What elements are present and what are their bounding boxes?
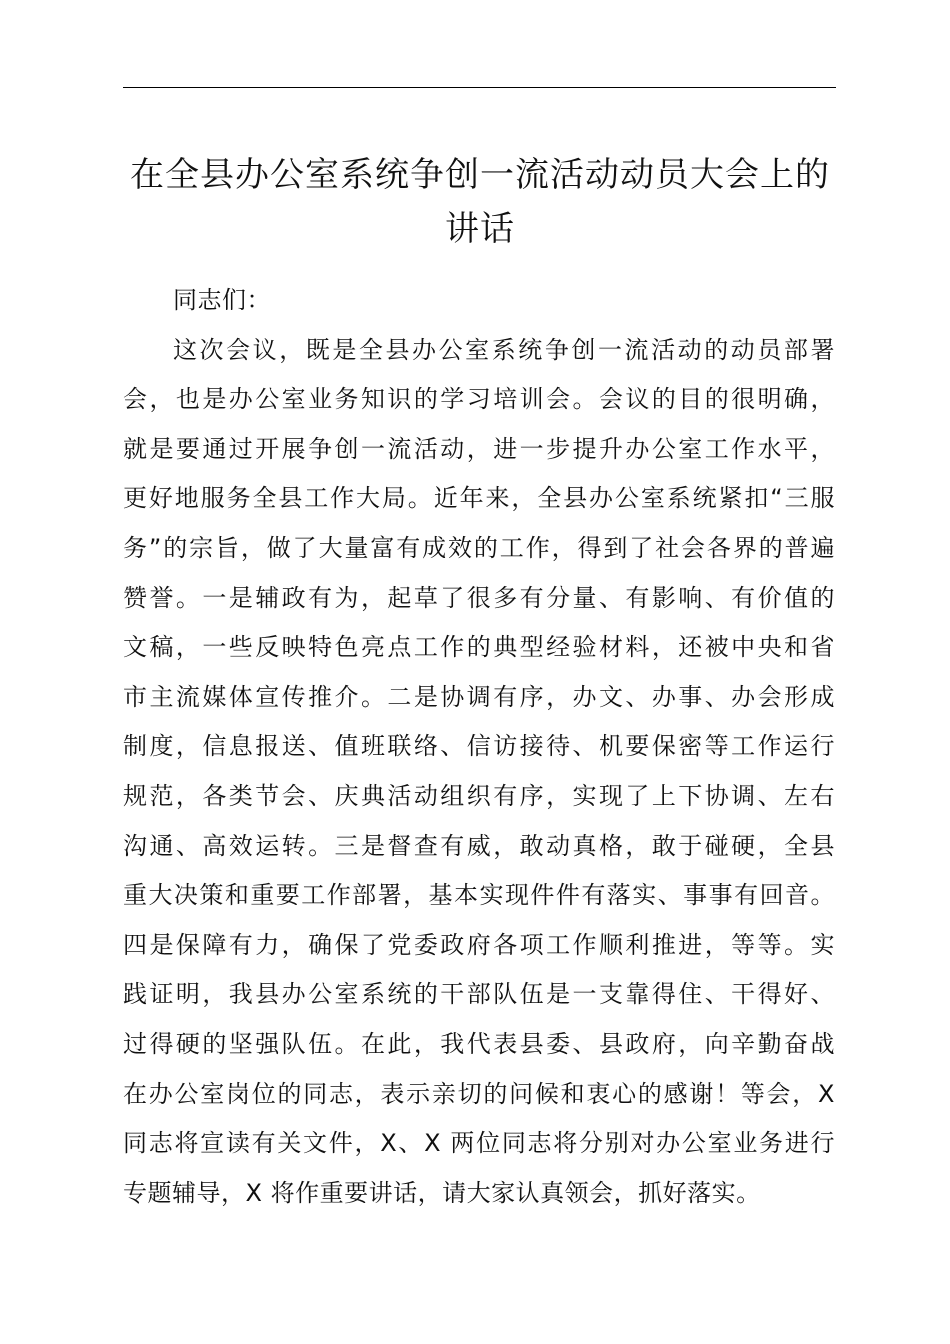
paragraph-line: 同志将宣读有关文件，X、X 两位同志将分别对办公室业务进行: [123, 1129, 835, 1158]
paragraph-line: 制度，信息报送、值班联络、信访接待、机要保密等工作运行: [123, 732, 835, 761]
paragraph: [123, 326, 835, 1219]
paragraph-line: 专题辅导，X 将作重要讲话，请大家认真领会，抓好落实。: [123, 1178, 761, 1207]
document-body: [123, 276, 835, 1218]
paragraph-line: 重大决策和重要工作部署，基本实现件件有落实、事事有回音。: [123, 881, 835, 910]
greeting: 同志们：: [173, 286, 271, 314]
paragraph-line: 在办公室岗位的同志，表示亲切的问候和衷心的感谢！等会，X: [123, 1079, 835, 1108]
paragraph-line: 更好地服务全县工作大局。近年来，全县办公室系统紧扣“三服: [123, 484, 835, 513]
document-title: [110, 148, 850, 256]
paragraph-line: 这次会议，既是全县办公室系统争创一流活动的动员部署: [173, 335, 835, 364]
paragraph-line: 赞誉。一是辅政有为，起草了很多有分量、有影响、有价值的: [123, 583, 835, 612]
paragraph-line: 市主流媒体宣传推介。二是协调有序，办文、办事、办会形成: [123, 682, 835, 711]
paragraph-line: 践证明，我县办公室系统的干部队伍是一支靠得住、干得好、: [123, 980, 835, 1009]
paragraph-line: 会，也是办公室业务知识的学习培训会。会议的目的很明确，: [123, 385, 835, 414]
title-line-2: 讲话: [445, 209, 515, 249]
paragraph-line: 就是要通过开展争创一流活动，进一步提升办公室工作水平，: [123, 434, 835, 463]
paragraph-line: 四是保障有力，确保了党委政府各项工作顺利推进，等等。实: [123, 930, 835, 959]
paragraph-line: 过得硬的坚强队伍。在此，我代表县委、县政府，向辛勤奋战: [123, 1029, 835, 1058]
paragraph-line: 文稿，一些反映特色亮点工作的典型经验材料，还被中央和省: [123, 633, 835, 662]
paragraph-line: 沟通、高效运转。三是督查有威，敢动真格，敢于碰硬，全县: [123, 831, 835, 860]
header-rule: [123, 87, 836, 88]
title-line-1: 在全县办公室系统争创一流活动动员大会上的: [130, 155, 830, 195]
paragraph-line: 务”的宗旨，做了大量富有成效的工作，得到了社会各界的普遍: [123, 533, 835, 562]
paragraph-line: 规范，各类节会、庆典活动组织有序，实现了上下协调、左右: [123, 781, 835, 810]
